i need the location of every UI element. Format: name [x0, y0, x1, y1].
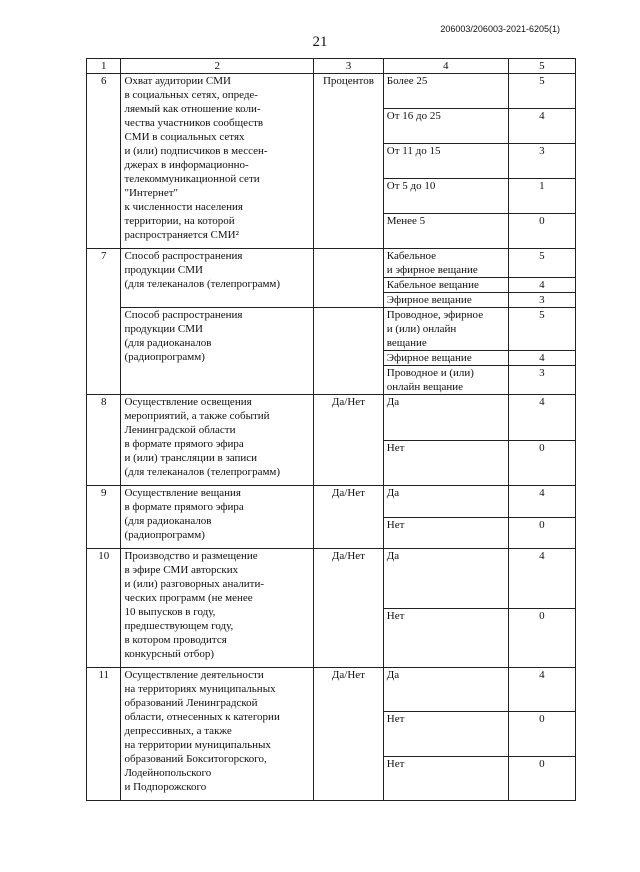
- option-label: Кабельное и эфирное вещание: [383, 249, 508, 278]
- row-number: 7: [87, 249, 121, 395]
- option-label: Нет: [383, 517, 508, 549]
- column-header: 1: [87, 59, 121, 74]
- option-label: Нет: [383, 712, 508, 756]
- table-row: [87, 308, 576, 351]
- criterion-text: Осуществление освещения мероприятий, а также событий Ленинградской области в формате прямого эфира и (или) трансляции в записи (для телеканалов (телепрограмм): [121, 395, 314, 486]
- empty-cell: [314, 249, 384, 308]
- option-score: 4: [508, 351, 575, 366]
- option-score: 5: [508, 308, 575, 351]
- option-score: 4: [508, 109, 575, 144]
- option-score: 3: [508, 366, 575, 395]
- column-header: 3: [314, 59, 384, 74]
- table-row: [87, 74, 576, 109]
- table-row: [87, 549, 576, 609]
- criterion-text: Способ распространения продукции СМИ (для телеканалов (телепрограмм): [121, 249, 314, 308]
- row-number: 9: [87, 486, 121, 549]
- option-score: 3: [508, 293, 575, 308]
- option-label: От 16 до 25: [383, 109, 508, 144]
- page-number: 21: [312, 34, 328, 50]
- option-score: 0: [508, 440, 575, 486]
- option-label: Проводное, эфирное и (или) онлайн вещание: [383, 308, 508, 351]
- option-score: 1: [508, 179, 575, 214]
- option-score: 5: [508, 74, 575, 109]
- option-label: Да: [383, 549, 508, 609]
- option-label: Кабельное вещание: [383, 278, 508, 293]
- unit-of-measure: Да/Нет: [314, 395, 384, 486]
- table-row: [87, 668, 576, 712]
- option-score: 0: [508, 712, 575, 756]
- option-label: Да: [383, 486, 508, 518]
- table-row: [87, 249, 576, 278]
- table-row: [87, 486, 576, 518]
- option-score: 0: [508, 756, 575, 800]
- row-number: 8: [87, 395, 121, 486]
- unit-of-measure: Процентов: [314, 74, 384, 249]
- column-header: 4: [383, 59, 508, 74]
- table-header-row: [87, 59, 576, 74]
- criterion-text: Осуществление деятельности на территориях муниципальных образований Ленинградской области, отнесенных к категории депрессивных, а также на территории муниципальных образований Бокситогорского, Лодейнопольского и Подпорожского: [121, 668, 314, 801]
- option-label: Да: [383, 668, 508, 712]
- criterion-text: Охват аудитории СМИ в социальных сетях, опреде- ляемый как отношение коли- чества участников сообществ СМИ в социальных сетях и (или) подписчиков в мессен- джерах в информационно- телекоммуникационной сети "Интернет" к численности населения территории, на которой распространяется СМИ²: [121, 74, 314, 249]
- option-score: 4: [508, 549, 575, 609]
- option-label: Более 25: [383, 74, 508, 109]
- option-label: Эфирное вещание: [383, 351, 508, 366]
- criterion-text: Осуществление вещания в формате прямого эфира (для радиоканалов (радиопрограмм): [121, 486, 314, 549]
- option-score: 4: [508, 278, 575, 293]
- column-header: 5: [508, 59, 575, 74]
- option-score: 4: [508, 395, 575, 441]
- option-score: 4: [508, 668, 575, 712]
- option-score: 0: [508, 517, 575, 549]
- option-label: Проводное и (или) онлайн вещание: [383, 366, 508, 395]
- table-row: [87, 395, 576, 441]
- document-id: 206003/206003-2021-6205(1): [440, 24, 560, 34]
- option-score: 5: [508, 249, 575, 278]
- option-score: 0: [508, 214, 575, 249]
- option-label: От 5 до 10: [383, 179, 508, 214]
- column-header: 2: [121, 59, 314, 74]
- option-score: 0: [508, 608, 575, 668]
- unit-of-measure: Да/Нет: [314, 486, 384, 549]
- option-score: 3: [508, 144, 575, 179]
- table-body: [87, 74, 576, 801]
- row-number: 10: [87, 549, 121, 668]
- option-label: Нет: [383, 608, 508, 668]
- unit-of-measure: Да/Нет: [314, 549, 384, 668]
- empty-cell: [314, 308, 384, 395]
- option-label: Менее 5: [383, 214, 508, 249]
- criterion-text: Производство и размещение в эфире СМИ авторских и (или) разговорных аналити- ческих программ (не менее 10 выпусков в году, предшествующем году, в котором проводится конкурсный отбор): [121, 549, 314, 668]
- criterion-text: Способ распространения продукции СМИ (для радиоканалов (радиопрограмм): [121, 308, 314, 395]
- option-label: Да: [383, 395, 508, 441]
- option-label: Нет: [383, 440, 508, 486]
- option-label: От 11 до 15: [383, 144, 508, 179]
- option-label: Эфирное вещание: [383, 293, 508, 308]
- criteria-table: [86, 58, 576, 801]
- option-label: Нет: [383, 756, 508, 800]
- row-number: 11: [87, 668, 121, 801]
- option-score: 4: [508, 486, 575, 518]
- unit-of-measure: Да/Нет: [314, 668, 384, 801]
- row-number: 6: [87, 74, 121, 249]
